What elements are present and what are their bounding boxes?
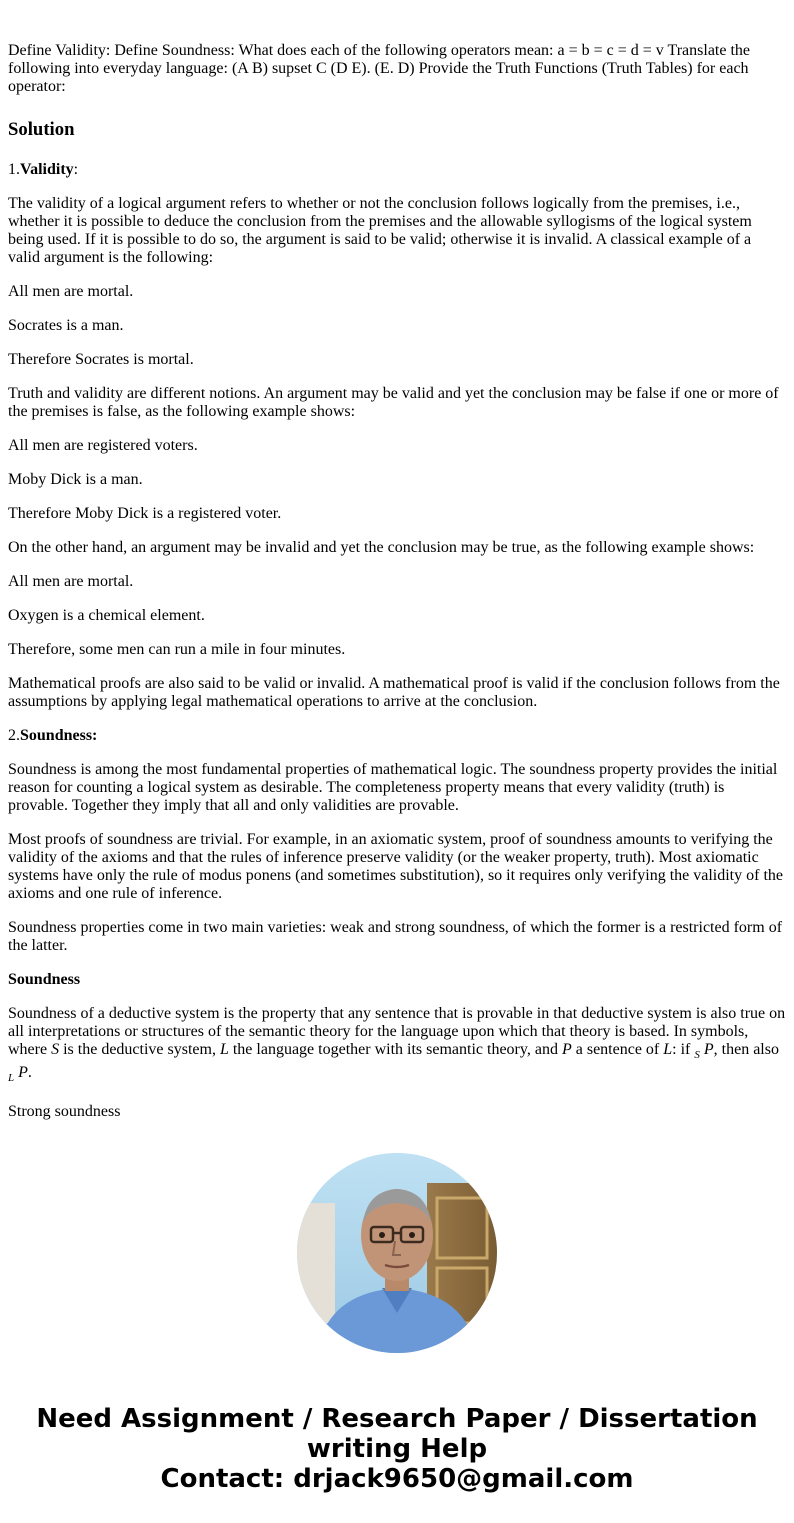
soundness-subheading <box>8 971 786 989</box>
avatar-portrait-icon <box>297 1153 497 1353</box>
soundness-para-1: Soundness is among the most fundamental properties of mathematical logic. The soundness property provides the initial reason for counting a logical system as desirable. The completeness property means that every validity (truth) is provable. Together they imply that all and only validities are provable. <box>8 761 778 814</box>
def-text: Soundness of a deductive system is the property that any sentence that is provable in that deductive system is also true on all interpretations or structures of the semantic theory for the language upon which that theory is based. In symbols, where <box>8 1005 786 1058</box>
example-line: All men are mortal. <box>8 573 134 590</box>
def-text: a sentence of <box>571 1041 664 1058</box>
section-number: 2. <box>8 727 20 744</box>
invalid-para: On the other hand, an argument may be invalid and yet the conclusion may be true, as the following example shows: <box>8 539 755 556</box>
example-line: Moby Dick is a man. <box>8 471 143 488</box>
example-line: All men are registered voters. <box>8 437 198 454</box>
symbol-p: P <box>18 1064 28 1081</box>
soundness-para-2: Most proofs of soundness are trivial. For example, in an axiomatic system, proof of soundness amounts to verifying the validity of the axioms and that the rules of inference preserve validity (or the weaker property, truth). Most axiomatic systems have only the rule of modus ponens (and sometimes substitution), so it requires only verifying the validity of the axioms and one rule of inference. <box>8 831 783 902</box>
symbol-l: L <box>219 1041 229 1058</box>
author-avatar <box>297 1153 497 1353</box>
soundness-title <box>8 727 786 745</box>
symbol-p: P <box>561 1041 572 1058</box>
soundness-definition <box>8 1005 786 1087</box>
validity-title <box>8 161 786 179</box>
symbol-p: P <box>703 1041 714 1058</box>
soundness-para-3: Soundness properties come in two main varieties: weak and strong soundness, of which the former is a restricted form of the latter. <box>8 919 783 954</box>
solution-heading: Solution <box>8 119 75 140</box>
example-line: Therefore Moby Dick is a registered voter. <box>8 505 282 522</box>
truth-validity-para: Truth and validity are different notions. An argument may be valid and yet the conclusion may be false if one or more of the premises is false, as the following example shows: <box>8 385 779 420</box>
validity-intro: The validity of a logical argument refers to whether or not the conclusion follows logically from the premises, i.e., whether it is possible to deduce the conclusion from the premises and the allowable syllogisms of the logical system being used. If it is possible to do so, the argument is said to be valid; otherwise it is invalid. A classical example of a valid argument is the following: <box>8 195 752 266</box>
def-text: : if <box>672 1041 695 1058</box>
def-text: , then also <box>713 1041 779 1058</box>
subscript-l: L <box>8 1072 15 1084</box>
subheading-text: Soundness <box>8 971 81 988</box>
proofs-para: Mathematical proofs are also said to be valid or invalid. A mathematical proof is valid if the conclusion follows from the assumptions by applying legal mathematical operations to arrive at the conclusion. <box>8 675 780 710</box>
validity-heading: Validity <box>20 161 74 178</box>
subscript-s: S <box>694 1049 700 1061</box>
example-line: Therefore Socrates is mortal. <box>8 351 194 368</box>
def-text: . <box>27 1064 32 1081</box>
footer-line-2: writing Help <box>306 1434 488 1464</box>
example-line: Oxygen is a chemical element. <box>8 607 205 624</box>
example-line: Socrates is a man. <box>8 317 124 334</box>
def-text: is the deductive system, <box>59 1041 220 1058</box>
footer-contact: Contact: drjack9650@gmail.com <box>160 1464 634 1494</box>
section-number: 1. <box>8 161 20 178</box>
footer-line-1: Need Assignment / Research Paper / Dissertation <box>36 1404 758 1434</box>
question-text: Define Validity: Define Soundness: What does each of the following operators mean: a = b = c = d = v Translate the following into everyday language: (A B) supset C (D E). (E. D) Provide the Truth Functions (Truth Tables) for each operator: <box>8 42 751 95</box>
promo-footer <box>0 1404 794 1494</box>
example-line: Therefore, some men can run a mile in four minutes. <box>8 641 346 658</box>
soundness-heading: Soundness: <box>20 727 98 744</box>
symbol-l: L <box>663 1041 673 1058</box>
colon: : <box>73 161 79 178</box>
def-text: the language together with its semantic theory, and <box>228 1041 562 1058</box>
symbol-s: S <box>51 1041 60 1058</box>
strong-soundness-label: Strong soundness <box>8 1103 121 1120</box>
document-body <box>8 42 786 1137</box>
example-line: All men are mortal. <box>8 283 134 300</box>
